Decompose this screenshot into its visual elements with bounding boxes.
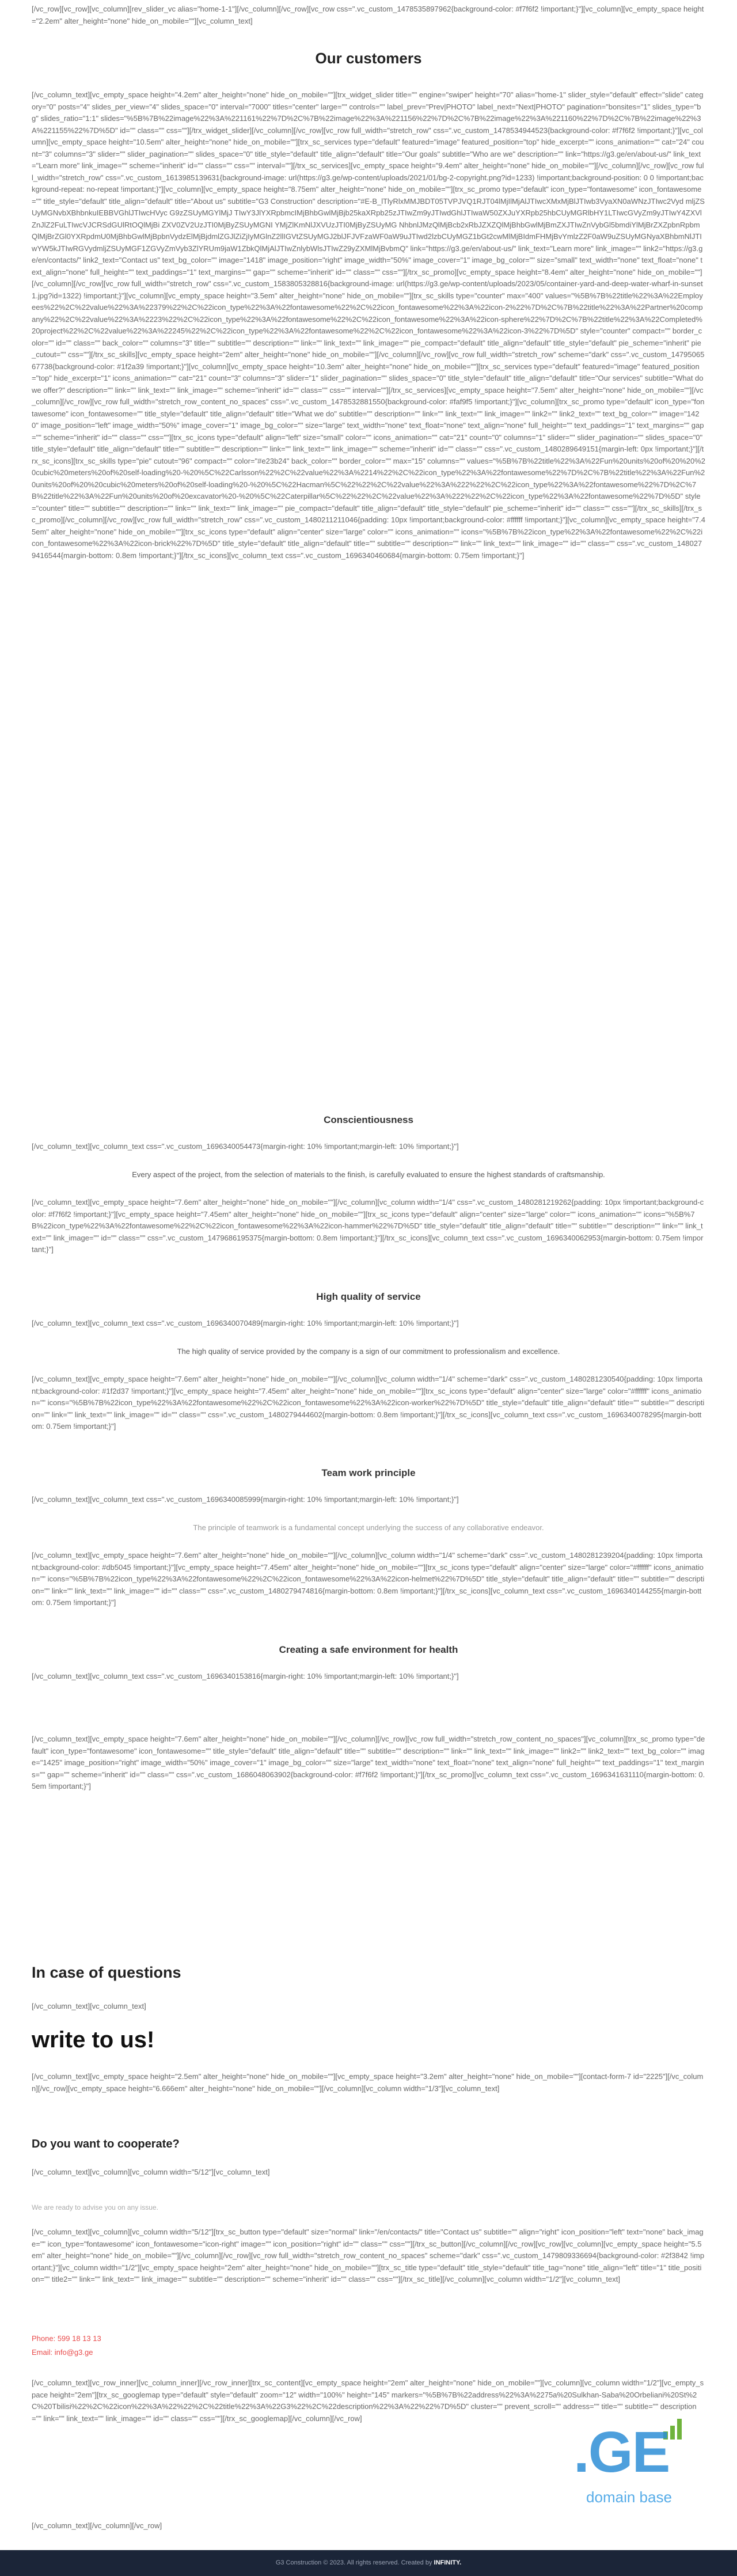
phone-link[interactable]: 599 18 13 13 [57,2334,101,2343]
shortcode-text: [/vc_column_text][vc_empty_space height="2.5em" alter_height="none" hide_on_mobile=""][vc_empty_space height="3.2em" alter_height="none" hide_on_mobile=""][contact-form-7 id="2225"][/vc_column][/vc_row][vc_empty_space height="6.666em" alter_height="none" hide_on_mobile=""][/vc_column][vc_column width="1/3"][vc_column_text] [32,2072,704,2093]
footer-copyright: G3 Construction © 2023. All rights reserved. Created by [275,2559,432,2566]
shortcode-text: [/vc_column_text][vc_column_text css=".vc_custom_1696340153816{margin-right: 10% !important;margin-left: 10% !important;}"] [32,1672,459,1680]
advise-text: We are ready to advise you on any issue. [32,2203,158,2211]
shortcode-text: [/vc_column_text][/vc_column][/vc_row] [32,2521,162,2530]
shortcode-text: [/vc_column_text][vc_empty_space height="4.2em" alter_height="none" hide_on_mobile=""][trx_widget_slider title="" engine="swiper" height="70" alias="home-1" slider_style="default" effect="slide" category="0" posts="4" slides_per_view="4" slides_space="0" interval="7000" titles="center" large="" controls="" label_prev="Prev|PHOTO" label_next="Next|PHOTO" pagination="bonsites="1" slides_type="bg" slides_ratio="1:1" slides="%5B%7B%22image%22%3A%221161%22%7D%2C%7B%22image%22%3A%221156%22%7D%2C%7B%22image%22%3A%221160%22%7D%2C%7B%22image%22%3A%221155%22%7D%5D" id="" class="" css=""][/trx_widget_slider][/vc_column][/vc_row][vc_row full_width="stretch_row" css=".vc_custom_1478534944523{background-color: #f7f6f2 !important;}"][vc_column][vc_empty_space height="10.5em" alter_height="none" hide_on_mobile=""][trx_sc_services type="default" featured="image" featured_position="top" hide_excerpt="" icons_animation="" cat="24" count="3" columns="3" slider="" slider_pagination="" slides_space="0" title_style="default" title_align="default" title="Our goals" subtitle="Who are we" description="" link="https://g3.ge/en/about-us/" link_text="Learn more" link_image="" scheme="inherit" id="" class="" css="" interval=""][/trx_sc_services][vc_empty_space height="9.4em" alter_height="none" hide_on_mobile=""][/vc_column][/vc_row][vc_row full_width="stretch_row" css=".vc_custom_1613985139631{background-image: url(https://g3.ge/wp-content/uploads/2021/01/bg-2-copyright.png?id=1233) !important;background-position: 0 0 !important;background-repeat: no-repeat !important;}"][vc_column][vc_empty_space height="8.75em" alter_height="none" hide_on_mobile=""][trx_sc_promo type="default" icon_type="fontawesome" icon_fontawesome="" title_style="default" title_align="default" title="About us" subtitle="G3 Construction" description="#E-B_lTlyRlxMMJBDT05TVPJVQ1RJT04lMjIlMjAlJTIwcXMxMjBlJTIwb3VyaXN0aWNzJTIwc2Vyd mljZSUyMGNvbXBhbnkuIEBBVGhlJTIwcHVyc G9zZSUyMGYlMjJ TIwY3JlYXRpbmcIMjBhbGwlMjBjb25kaXRpb25zJTIwZm9yJTIwdGhlJTIwaW50ZXJuYXRpb25hbCUyMGRlbHY1LTIwcGVyZm9yJTIwY4ZXVlZnJlZ2FuLTIwcVJCRSdGUlRtOQlMjBi ZXV0ZV2UzJTI0MjByZSUyMGNI YMjZlKmNlJXVUzJTI0MjByZSUyMG NhbnlJMzQlMjBcb2xRbJZXZQlMjBhbGwlMjBmZXJTIwZnVybGl5bmdiYlMjBrZXZpbnRpbmQlMjBrZGl0YXRpdmU0MjBhbGwlMjBpbnVydzElMjBjdmlZGJlZiZjIyMGlnZ2llIGVtZSUyMGJ2blJFJVFzaWF0aW9uJTIwd2lzbCUyMGZ1bGt2cwMlMjBIdmFHMjBvYmlzZ2F0aW9uZSUyMGNyaXBhbmNlJTIwYW5kJTIwRGVydmljZSUyMGF1ZGVyZmVyb3ZlYRUm9jaW1ZbkQlMjAlJTIwZnlybWlsJTIwZ29yZXMlMjBvbmQ" link="https://g3.ge/en/about-us/" link_text="Learn more" link_image="" link2="https://g3.ge/en/contacts/" link2_text="Contact us" text_bg_color="" image="1418" image_position="right" image_width="50%" image_cover="1" image_bg_color="" size="small" text_width="none" text_float="none" text_align="none" full_height="" text_paddings="1" text_margins="" gap="" scheme="inherit" id="" class="" css=""][/trx_sc_promo][vc_empty_space height="8.4em" alter_height="none" hide_on_mobile=""][/vc_column][/vc_row][vc_row full_width="stretch_row" css=".vc_custom_1583805328816{background-image: url(https://g3.ge/wp-content/uploads/2023/05/container-yard-and-deep-water-wharf-in-sunset1.jpg?id=1322) !important;}"][vc_column][vc_empty_space height="3.5em" alter_height="none" hide_on_mobile=""][trx_sc_skills type="counter" max="400" values="%5B%7B%22title%22%3A%22Employees%22%2C%22value%22%3A%22379%22%2C%22icon_type%22%3A%22fontawesome%22%2C%22icon_fontawesome%22%3A%22icon-2%22%7D%2C%7B%22title%22%3A%22Partner%20company%22%2C%22value%22%3A%2223%22%2C%22icon_type%22%3A%22fontawesome%22%2C%22icon_fontawesome%22%3A%22icon-sphere%22%7D%2C%7B%22title%22%3A%22Completed%20project%22%2C%22value%22%3A%22245%22%2C%22icon_type%22%3A%22fontawesome%22%2C%22icon_fontawesome%22%3A%22icon-3%22%7D%5D" style="counter" compact="" border_color="" id="" class="" back_color="" columns="3" title="" subtitle="" description="" link="" link_text="" link_image="" pie_compact="default" title_align="default" title_style="default" pie_scheme="inherit" pie_cutout="" css=""][/trx_sc_skills][vc_empty_space height="2em" alter_height="none" hide_on_mobile=""][/vc_column][/vc_row][vc_row full_width="stretch_row" scheme="dark" css=".vc_custom_1479506567738{background-color: #1f2a39 !important;}"][vc_column][vc_empty_space height="10.3em" alter_height="none" hide_on_mobile=""][trx_sc_services type="default" featured="image" featured_position="top" hide_excerpt="1" icons_animation="" cat="21" count="3" columns="3" slider="1" slider_pagination="" slides_space="0" title_style="default" title_align="default" title="Our services" subtitle="What do we offer?" description="" link="" link_text="" link_image="" scheme="inherit" id="" class="" css="" interval=""][/trx_sc_services][vc_empty_space height="7.5em" alter_height="none" hide_on_mobile=""][/vc_column][/vc_row][vc_row full_width="stretch_row_content_no_spaces" css=".vc_custom_1478532881550{background-color: #faf9f5 !important;}"][vc_column][trx_sc_promo type="default" icon_type="fontawesome" icon_fontawesome="" title_style="default" title_align="default" title="What we do" subtitle="" description="" link="" link_text="" link_image="" link2="" link2_text="" text_bg_color="" image="1420" image_position="left" image_width="50%" image_cover="1" image_bg_color="" size="large" text_width="none" text_float="none" text_align="none" full_height="" text_paddings="1" text_margins="" gap="" scheme="inherit" id="" class="" css=""][trx_sc_icons type="default" align="left" size="small" color="" icons_animation="" cat="21" count="0" columns="1" slider="" slider_pagination="" slides_space="0" title_style="default" title_align="default" title="" subtitle="" description="" link="" link_text="" link_image="" scheme="inherit" id="" class="" css=".vc_custom_1480289649151{margin-left: 0px !important;}"][/trx_sc_icons][trx_sc_skills type="pie" cutout="96" compact="" color="#e23b24" back_color="" border_color="" max="15" columns="" values="%5B%7B%22title%22%3A%22Fun%20units%20of%20%20%20cubic%20meters%20of%20self-loading%20-%20%5C%22Carlsson%22%2C%22value%22%3A%2214%22%2C%22icon_type%22%3A%22fontawesome%22%7D%2C%7B%22title%22%3A%22Fun%20units%20of%20%20cubic%20meters%20of%20self-loading%20-%20%5C%22Hacman%5C%22%22%2C%22value%22%3A%222%22%2C%22icon_type%22%3A%22fontawesome%22%7D%2C%7B%22title%22%3A%22Fun%20units%20of%20excavator%20-%20%5C%22Caterpillar%5C%22%22%2C%22value%22%3A%222%22%2C%22icon_type%22%3A%22fontawesome%22%7D%5D" style="counter" title="" subtitle="" description="" link="" link_text="" link_image="" pie_compact="default" title_align="default" title_style="default" pie_scheme="inherit" id="" class="" css=""][/trx_sc_skills][/trx_sc_promo][/vc_column][/vc_row][vc_row full_width="stretch_row" css=".vc_custom_1480211211046{padding: 10px !important;background-color: #ffffff !important;}"][vc_column][vc_empty_space height="7.45em" alter_height="none" hide_on_mobile=""][trx_sc_icons type="default" align="center" size="large" color="" icons_animation="" icons="%5B%7B%22icon_type%22%3A%22fontawesome%22%2C%22icon_fontawesome%22%3A%22icon-brick%22%7D%5D" title_style="default" title_align="default" title="" subtitle="" description="" link="" link_text="" link_image="" id="" class="" css=".vc_custom_1480279416544{margin-bottom: 0.8em !important;}"][/trx_sc_icons][vc_column_text css=".vc_custom_1696340460684{margin-bottom: 0.75em !important;}"] [32,90,706,560]
shortcode-text: [/vc_column_text][vc_empty_space height="7.6em" alter_height="none" hide_on_mobile=""][/vc_column][vc_column width="1/4" css=".vc_custom_1480281219262{padding: 10px !important;background-color: #f7f6f2 !important;}"][vc_empty_space height="7.45em" alter_height="none" hide_on_mobile=""][trx_sc_icons type="default" align="center" size="large" color="" icons_animation="" icons="%5B%7B%22icon_type%22%3A%22fontawesome%22%2C%22icon_fontawesome%22%3A%22icon-hammer%22%7D%5D" title_style="default" title_align="default" title="" subtitle="" description="" link="" link_text="" link_image="" id="" class="" css=".vc_custom_1479686195375{margin-bottom: 0.8em !important;}"][/trx_sc_icons][vc_column_text css=".vc_custom_1696340062953{margin-bottom: 0.75em !important;}"] [32,1198,704,1254]
ge-caption: domain base [586,2488,672,2506]
write-heading: write to us! [32,2027,155,2053]
shortcode-text: [/vc_column_text][vc_empty_space height="7.6em" alter_height="none" hide_on_mobile=""][/vc_column][/vc_row][vc_row full_width="stretch_row_content_no_spaces"][vc_column][trx_sc_promo type="default" icon_type="fontawesome" icon_fontawesome="" title_style="default" title_align="default" title="" subtitle="" description="" link="" link_text="" link_image="" link2="" link2_text="" text_bg_color="" image="1425" image_position="right" image_width="50%" image_cover="1" image_bg_color="" size="large" text_width="none" text_float="none" text_align="none" full_height="" text_paddings="1" text_margins="" gap="" scheme="inherit" id="" class="" css=".vc_custom_1686048063902{background-color: #f7f6f2 !important;}"][/trx_sc_promo][vc_column_text css=".vc_custom_1696341631110{margin-bottom: 0.5em !important;}"] [32,1735,705,1790]
shortcode-text: [/vc_column_text][vc_column_text css=".vc_custom_1696340070489{margin-right: 10% !important;margin-left: 10% !important;}"] [32,1319,459,1327]
shortcode-text: [/vc_column_text][vc_empty_space height="7.6em" alter_height="none" hide_on_mobile=""][/vc_column][vc_column width="1/4" scheme="dark" css=".vc_custom_1480281239204{padding: 10px !important;background-color: #db5045 !important;}"][vc_empty_space height="7.45em" alter_height="none" hide_on_mobile=""][trx_sc_icons type="default" align="center" size="large" color="#ffffff" icons_animation="" icons="%5B%7B%22icon_type%22%3A%22fontawesome%22%2C%22icon_fontawesome%22%3A%22icon-helmet%22%7D%5D" title_style="default" title_align="default" title="" subtitle="" description="" link="" link_text="" link_image="" id="" class="" css=".vc_custom_1480279474816{margin-bottom: 0.8em !important;}"][/trx_sc_icons][vc_column_text css=".vc_custom_1696340144255{margin-bottom: 0.75em !important;}"] [32,1551,705,1607]
email-link[interactable]: info@g3.ge [54,2348,93,2357]
feature-description: The high quality of service provided by the company is a sign of our commitment to professionalism and excellence. [177,1347,560,1356]
shortcode-text: [/vc_column_text][vc_empty_space height="7.6em" alter_height="none" hide_on_mobile=""][/vc_column][vc_column width="1/4" scheme="dark" css=".vc_custom_1480281230540{padding: 10px !important;background-color: #1f2d37 !important;}"][vc_empty_space height="7.45em" alter_height="none" hide_on_mobile=""][trx_sc_icons type="default" align="center" size="large" color="#ffffff" icons_animation="" icons="%5B%7B%22icon_type%22%3A%22fontawesome%22%2C%22icon_fontawesome%22%3A%22icon-worker%22%7D%5D" title_style="default" title_align="default" title="" subtitle="" description="" link="" link_text="" link_image="" id="" class="" css=".vc_custom_1480279444602{margin-bottom: 0.8em !important;}"][/trx_sc_icons][vc_column_text css=".vc_custom_1696340078295{margin-bottom: 0.75em !important;}"] [32,1375,705,1431]
email-line [32,2348,93,2357]
phone-label: Phone: [32,2334,56,2343]
shortcode-text: [/vc_column_text][vc_column][vc_column width="5/12"][vc_column_text] [32,2168,270,2176]
shortcode-text: [/vc_column_text][vc_column_text] [32,2002,146,2010]
ge-logo-text: .GE [573,2420,670,2484]
shortcode-text: [/vc_row][vc_row][vc_column][rev_slider_vc alias="home-1-1"][/vc_column][/vc_row][vc_row css=".vc_custom_1478535897962{background-color: #f7f6f2 !important;}"][vc_column][vc_empty_space height="2.2em" alter_height="none" hide_on_mobile=""][vc_column_text] [32,5,704,25]
feature-title: High quality of service [316,1291,421,1302]
footer-brand-link[interactable]: INFINITY. [434,2559,462,2566]
feature-description: Every aspect of the project, from the selection of materials to the finish, is carefully evaluated to ensure the highest standards of craftsmanship. [132,1170,605,1179]
feature-description: The principle of teamwork is a fundamental concept underlying the success of any collaborative endeavor. [193,1523,544,1532]
questions-heading: In case of questions [32,1964,181,1981]
cooperate-heading: Do you want to cooperate? [32,2138,180,2150]
customers-heading: Our customers [315,50,422,67]
phone-line [32,2334,101,2343]
shortcode-text: [/vc_column_text][vc_column_text css=".vc_custom_1696340085999{margin-right: 10% !important;margin-left: 10% !important;}"] [32,1495,459,1504]
shortcode-text: [/vc_column_text][vc_column_text css=".vc_custom_1696340054473{margin-right: 10% !important;margin-left: 10% !important;}"] [32,1142,459,1151]
shortcode-text: [/vc_column_text][vc_column][vc_column width="5/12"][trx_sc_button type="default" size="normal" link="/en/contacts/" title="Contact us" subtitle="" align="right" icon_position="left" text="none" back_image="" icon_type="fontawesome" icon_fontawesome="icon-right" image="" icon_position="right" id="" class="" css=""][/trx_sc_button][/vc_column][/vc_row][vc_row][vc_column][vc_empty_space height="5.5em" alter_height="none" hide_on_mobile=""][/vc_column][/vc_row][vc_row full_width="stretch_row_content_no_spaces" scheme="dark" css=".vc_custom_1479809336694{background-color: #2f3842 !important;}"][vc_column width="1/2"][vc_empty_space height="2em" alter_height="none" hide_on_mobile=""][trx_sc_title type="default" title_style="default" title_tag="none" title_align="left" title="1" title_position="" title2="" link="" link_text="" link_image="" subtitle="" description="" scheme="inherit" id="" class="" css=""][/trx_sc_title][/vc_column][vc_column width="1/2"][vc_column_text] [32,2228,705,2283]
feature-title: Creating a safe environment for health [279,1644,458,1655]
ge-domain-badge[interactable] [570,2416,688,2509]
site-footer [0,2550,737,2576]
feature-title: Conscientiousness [324,1114,413,1125]
shortcode-text: [/vc_column_text][vc_row_inner][vc_column_inner][/vc_row_inner][trx_sc_content][vc_empty_space height="2em" alter_height="none" hide_on_mobile=""][vc_column][vc_column width="1/2"][vc_empty_space height="2em"][trx_sc_googlemap type="default" style="default" zoom="12" width="100%" height="145" markers="%5B%7B%22address%22%3A%2275a%20Sulkhan-Saba%20Orbeliani%20St%2C%20Tbilisi%22%2C%22icon%22%3A%22%22%2C%22title%22%3A%22G3%22%2C%22description%22%3A%22%22%7D%5D" cluster="" prevent_scroll="" address="" title="" subtitle="" description="" link="" link_text="" link_image="" id="" class="" css=""][/trx_sc_googlemap][/vc_column][/vc_row] [32,2378,704,2423]
feature-title: Team work principle [321,1467,416,1478]
email-label: Email: [32,2348,53,2357]
